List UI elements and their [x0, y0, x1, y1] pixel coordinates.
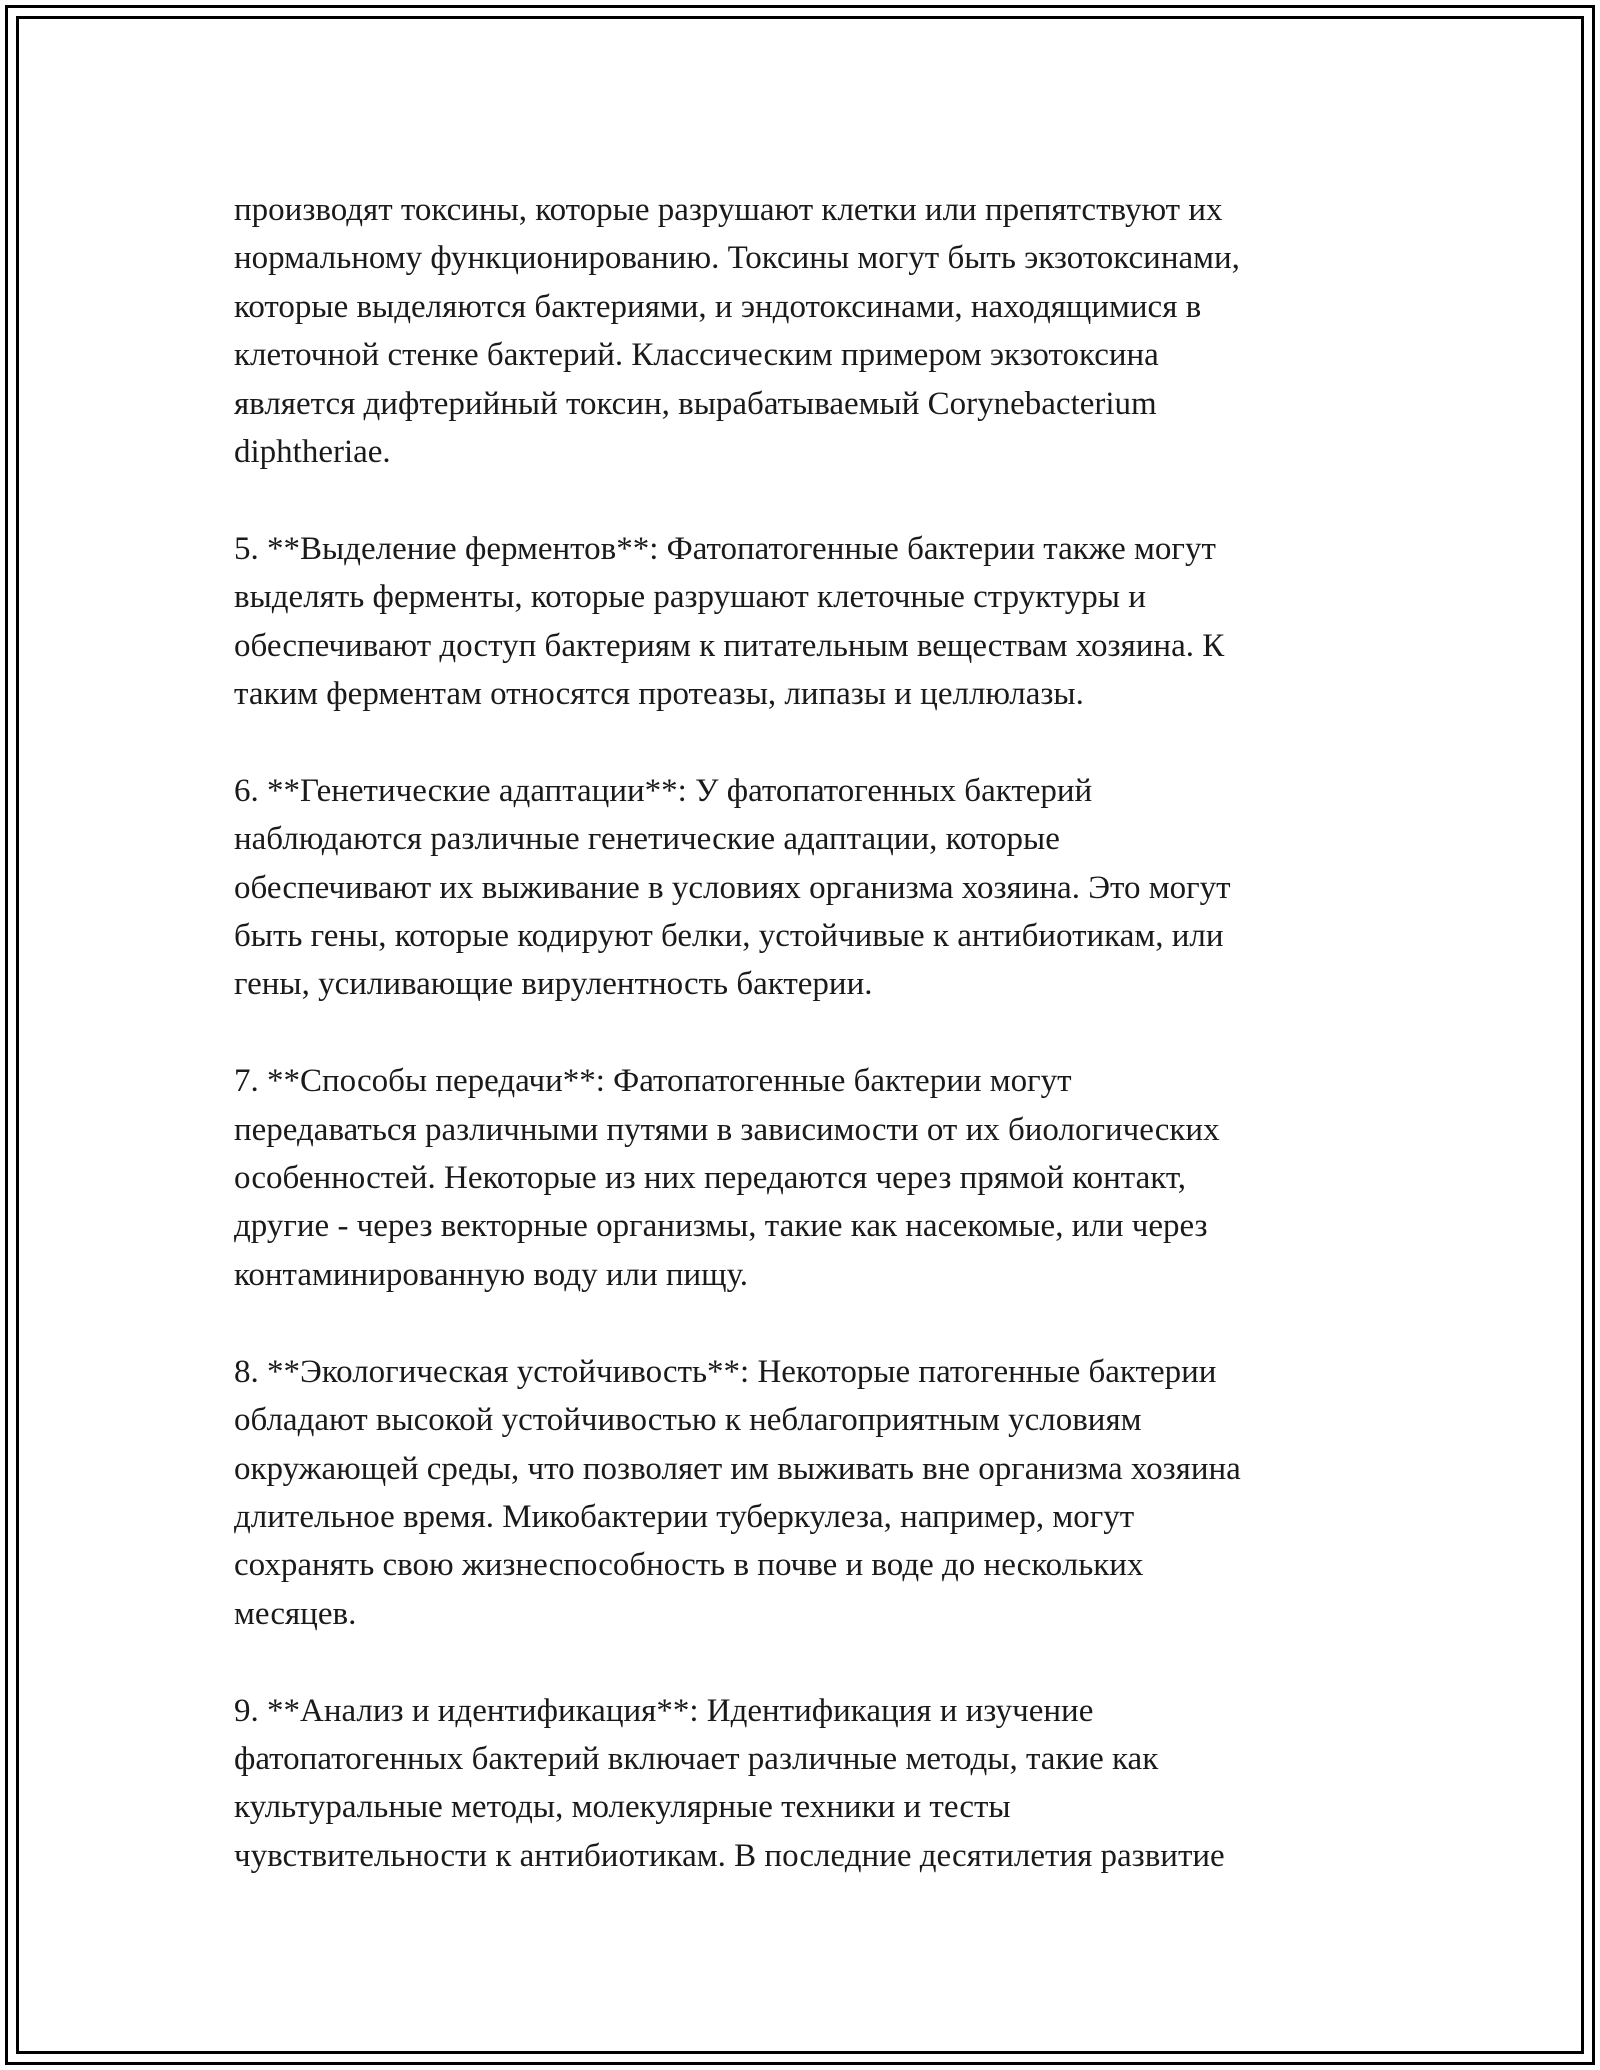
paragraph-item-6-genetic-adaptations [234, 767, 1384, 1009]
text-line: наблюдаются различные генетические адаптации, которые [234, 821, 1060, 858]
text-line: длительное время. Микобактерии туберкулеза, например, могут [234, 1498, 1135, 1535]
paragraph-item-8-ecological-resistance [234, 1348, 1384, 1638]
text-line: сохранять свою жизнеспособность в почве и воде до нескольких [234, 1547, 1144, 1584]
text-line: контаминированную воду или пищу. [234, 1256, 749, 1293]
text-line: фатопатогенных бактерий включает различные методы, такие как [234, 1740, 1159, 1777]
text-line: обеспечивают доступ бактериям к питательным веществам хозяина. К [234, 627, 1225, 664]
paragraph-item-7-transmission [234, 1057, 1384, 1299]
text-line: которые выделяются бактериями, и эндотоксинами, находящимися в [234, 288, 1202, 325]
paragraph-toxins-continued [234, 186, 1384, 476]
text-line: является дифтерийный токсин, вырабатываемый Corynebacterium [234, 385, 1157, 422]
text-line: обеспечивают их выживание в условиях организма хозяина. Это могут [234, 869, 1231, 906]
text-line: передаваться различными путями в зависимости от их биологических [234, 1111, 1220, 1148]
text-line: таким ферментам относятся протеазы, липазы и целлюлазы. [234, 676, 1084, 713]
text-line: другие - через векторные организмы, такие как насекомые, или через [234, 1208, 1208, 1245]
text-line: 9. **Анализ и идентификация**: Идентификация и изучение [234, 1692, 1094, 1729]
text-line: клеточной стенке бактерий. Классическим примером экзотоксина [234, 337, 1159, 374]
text-line: 7. **Способы передачи**: Фатопатогенные бактерии могут [234, 1063, 1072, 1100]
text-line: 5. **Выделение ферментов**: Фатопатогенные бактерии также могут [234, 530, 1216, 567]
text-line: 6. **Генетические адаптации**: У фатопатогенных бактерий [234, 772, 1093, 809]
text-line: месяцев. [234, 1595, 357, 1632]
text-line: diphtheriae. [234, 434, 391, 471]
text-line: нормальному функционированию. Токсины могут быть экзотоксинами, [234, 240, 1240, 277]
text-line: 8. **Экологическая устойчивость**: Некоторые патогенные бактерии [234, 1353, 1217, 1390]
text-line: чувствительности к антибиотикам. В последние десятилетия развитие [234, 1837, 1225, 1874]
text-line: выделять ферменты, которые разрушают клеточные структуры и [234, 579, 1146, 616]
text-line: окружающей среды, что позволяет им выживать вне организма хозяина [234, 1450, 1241, 1487]
text-line: особенностей. Некоторые из них передаются через прямой контакт, [234, 1160, 1187, 1197]
text-line: обладают высокой устойчивостью к неблагоприятным условиям [234, 1402, 1142, 1439]
text-line: культуральные методы, молекулярные техники и тесты [234, 1789, 1011, 1826]
text-line: гены, усиливающие вирулентность бактерии. [234, 966, 873, 1003]
document-body [234, 186, 1384, 1880]
text-line: быть гены, которые кодируют белки, устойчивые к антибиотикам, или [234, 918, 1224, 955]
paragraph-item-5-enzymes [234, 525, 1384, 719]
text-line: производят токсины, которые разрушают клетки или препятствуют их [234, 192, 1223, 228]
paragraph-item-9-analysis [234, 1687, 1384, 1881]
